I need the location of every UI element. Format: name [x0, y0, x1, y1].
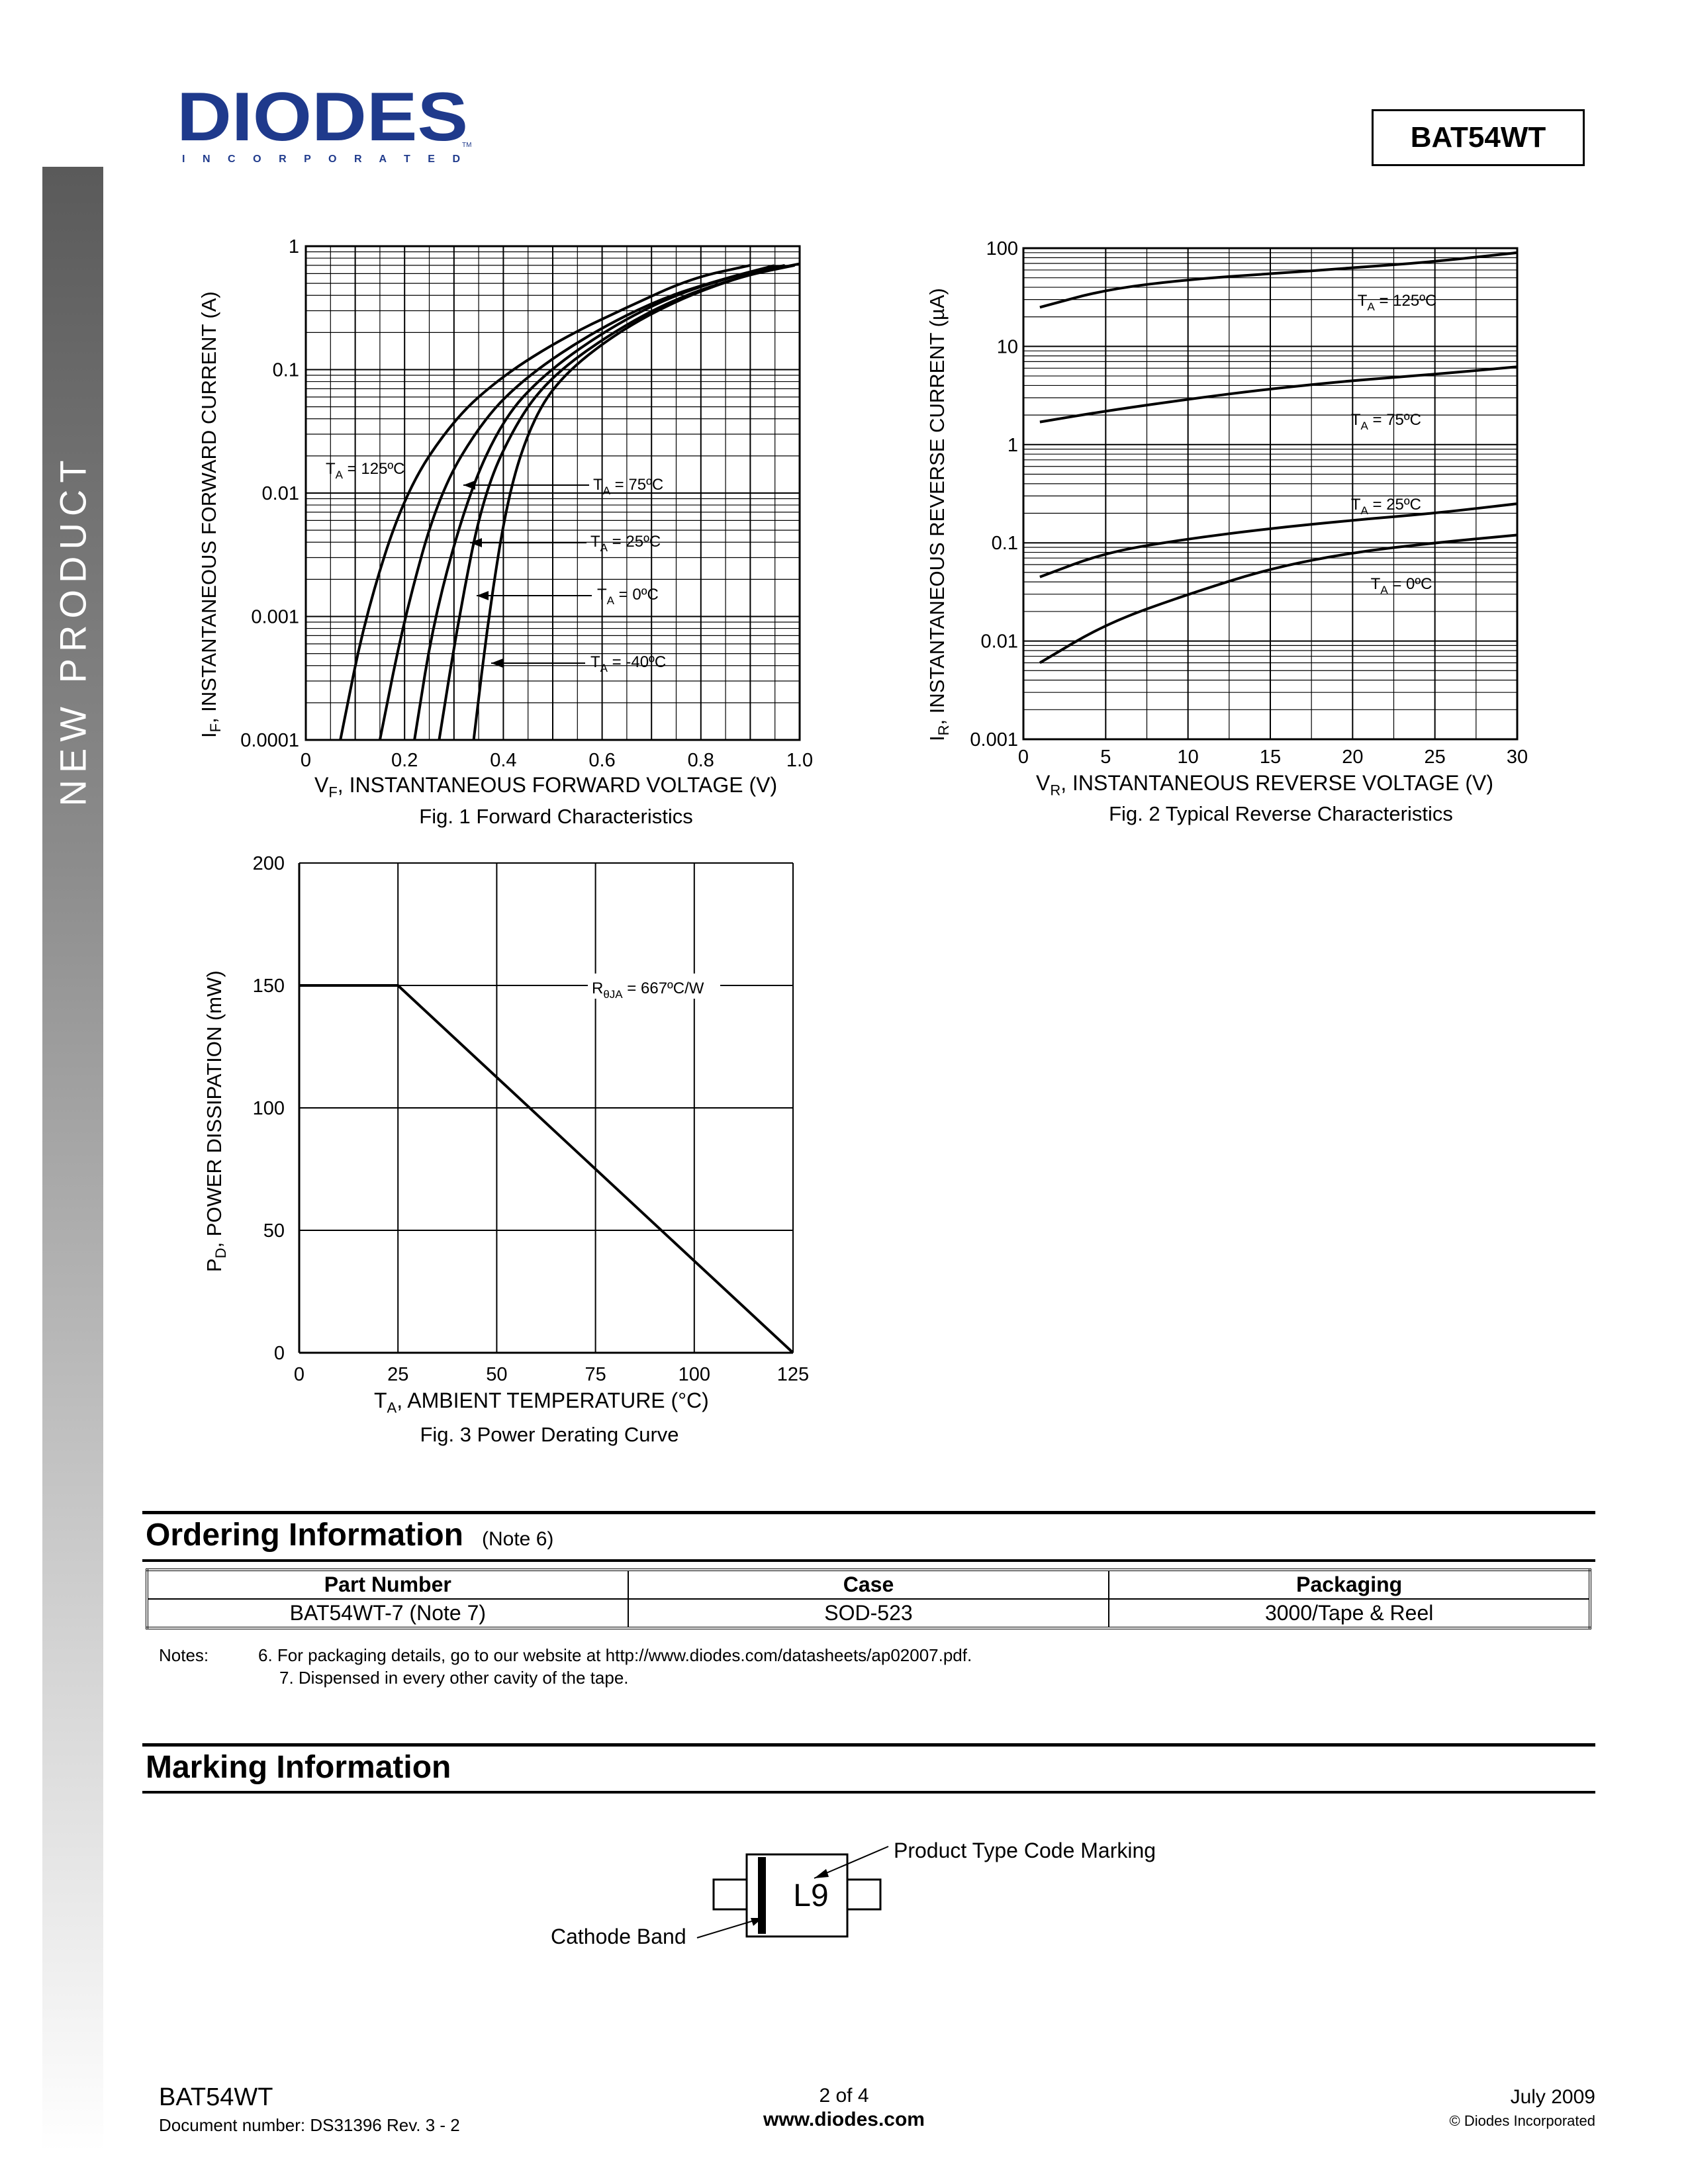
col-part-number: Part Number — [147, 1570, 628, 1599]
fig1-label-m40: $T_A$ = -40ºC — [590, 653, 667, 674]
fig2-label-3: $T_A$ = 0ºC — [1370, 575, 1432, 596]
fig1-title: Fig. 1 Forward Characteristics — [419, 805, 693, 828]
cell-part-number: BAT54WT-7 (Note 7) — [147, 1599, 628, 1628]
footer-website: www.diodes.com — [763, 2109, 925, 2130]
product-type-label: Product Type Code Marking — [894, 1839, 1156, 1862]
marking-code: L9 — [793, 1878, 829, 1913]
fig1-ylabel: $I_F$, INSTANTANEOUS FORWARD CURRENT (A) — [197, 291, 224, 738]
fig2-chart — [861, 0, 1688, 860]
fig2-ytick: 10 — [996, 336, 1018, 358]
logo-tm: TM — [462, 142, 472, 149]
fig1-chart — [0, 0, 861, 860]
fig2-label-2: $T_A$ = 25ºC — [1350, 496, 1422, 517]
fig2-xtick: 30 — [1506, 747, 1528, 768]
col-case: Case — [628, 1570, 1109, 1599]
fig2-series-2 — [1040, 504, 1517, 577]
fig3-ylabel: $P_D$, POWER DISSIPATION (mW) — [203, 970, 230, 1272]
fig1-label-0: $T_A$ = 0ºC — [597, 586, 659, 607]
fig3-ytick: 150 — [252, 976, 285, 997]
fig2-xtick: 10 — [1177, 747, 1199, 768]
fig3-title: Fig. 3 Power Derating Curve — [420, 1423, 679, 1446]
fig1-arrow-75-icon — [463, 480, 475, 490]
fig3-xtick: 0 — [293, 1364, 305, 1385]
fig2-ylabel: $I_R$, INSTANTANEOUS REVERSE CURRENT (µA) — [925, 288, 953, 741]
fig2-label-0: $T_A$ = 125ºC — [1357, 292, 1437, 313]
ordering-title: Ordering Information (Note 6) — [146, 1518, 554, 1553]
fig3-chart — [0, 834, 861, 1430]
ordering-table — [146, 1569, 1591, 1629]
fig3-xtick: 75 — [585, 1364, 606, 1385]
fig1-xlabel: $V_F$, INSTANTANEOUS FORWARD VOLTAGE (V) — [314, 773, 778, 801]
cathode-band — [758, 1857, 766, 1934]
fig1-ytick: 0.1 — [272, 359, 299, 381]
fig2-ytick: 0.001 — [970, 729, 1018, 751]
fig1-xtick: 0.4 — [490, 750, 517, 771]
fig1-xtick: 0 — [300, 750, 312, 771]
right-lead — [847, 1880, 880, 1909]
footer-page: 2 of 4 — [819, 2085, 869, 2107]
fig3-ytick: 50 — [263, 1220, 285, 1242]
fig1-label-125: $T_A$ = 125ºC — [326, 460, 405, 481]
fig3-ytick: 0 — [273, 1343, 285, 1364]
fig1-series-0 — [340, 265, 750, 740]
ordering-note-ref: (Note 6) — [482, 1528, 554, 1550]
fig1-ytick: 0.001 — [251, 606, 299, 628]
fig2-ytick: 0.01 — [980, 631, 1018, 653]
fig2-xtick: 25 — [1424, 747, 1446, 768]
fig2-xlabel: $V_R$, INSTANTANEOUS REVERSE VOLTAGE (V) — [1036, 771, 1493, 799]
notes-label: Notes: — [159, 1645, 209, 1665]
fig2-xtick: 20 — [1342, 747, 1364, 768]
fig2-title: Fig. 2 Typical Reverse Characteristics — [1109, 802, 1453, 825]
footer-doc-number: Document number: DS31396 Rev. 3 - 2 — [159, 2115, 460, 2135]
logo-subtext: I N C O R P O R A T E D — [182, 154, 461, 165]
fig1-xtick: 0.8 — [687, 750, 714, 771]
fig3-xlabel: $T_A$, AMBIENT TEMPERATURE (°C) — [374, 1388, 709, 1416]
fig2-xtick: 0 — [1017, 747, 1029, 768]
footer-copyright: © Diodes Incorporated — [1449, 2113, 1595, 2129]
fig3-xtick: 25 — [387, 1364, 409, 1385]
fig1-label-75: $T_A$ = 75ºC — [593, 476, 664, 497]
fig3-series — [299, 985, 793, 1353]
fig2-xtick: 5 — [1100, 747, 1111, 768]
fig3-xtick: 50 — [486, 1364, 508, 1385]
fig2-series-3 — [1040, 535, 1517, 662]
fig1-label-25: $T_A$ = 25ºC — [590, 533, 661, 554]
ordering-header-row — [147, 1570, 1590, 1599]
note-7: 7. Dispensed in every other cavity of the tape. — [279, 1668, 629, 1688]
logo-text: DIODES — [177, 86, 468, 156]
table-row — [147, 1599, 1590, 1628]
left-lead — [714, 1880, 747, 1909]
fig2-series-1 — [1040, 367, 1517, 422]
fig1-ytick: 0.01 — [261, 483, 299, 504]
ordering-rule-top — [142, 1511, 1595, 1514]
col-packaging: Packaging — [1109, 1570, 1590, 1599]
sidebar-label: NEW PRODUCT — [52, 453, 94, 807]
fig1-ytick: 0.0001 — [240, 730, 299, 751]
fig2-ytick: 0.1 — [991, 533, 1018, 555]
ordering-rule-bottom — [142, 1559, 1595, 1562]
fig3-xtick: 100 — [678, 1364, 710, 1385]
fig2-xtick: 15 — [1259, 747, 1282, 768]
cathode-band-label: Cathode Band — [551, 1925, 686, 1948]
footer-part: BAT54WT — [159, 2083, 273, 2111]
fig1-arrow-m40-icon — [491, 659, 503, 668]
cell-packaging: 3000/Tape & Reel — [1109, 1599, 1590, 1628]
fig1-ytick: 1 — [288, 236, 299, 257]
fig3-annotation: $R_{\theta JA}$ = 667ºC/W — [592, 979, 704, 1001]
marking-rule-top — [142, 1743, 1595, 1747]
note-6: 6. For packaging details, go to our website at http://www.diodes.com/datasheets/ap02007.pdf. — [258, 1645, 972, 1665]
fig2-ytick: 100 — [986, 238, 1018, 259]
fig2-ytick: 1 — [1007, 434, 1018, 456]
fig3-ytick: 200 — [252, 853, 285, 874]
fig2-label-1: $T_A$ = 75ºC — [1350, 411, 1422, 432]
fig1-xtick: 0.2 — [391, 750, 418, 771]
footer-date: July 2009 — [1510, 2086, 1595, 2108]
fig3-ytick: 100 — [252, 1098, 285, 1119]
fig2-series-0 — [1040, 253, 1517, 308]
fig3-xtick: 125 — [776, 1364, 810, 1385]
fig1-xtick: 0.6 — [588, 750, 616, 771]
cell-case: SOD-523 — [628, 1599, 1109, 1628]
part-number: BAT54WT — [1410, 121, 1546, 154]
marking-title: Marking Information — [146, 1750, 451, 1785]
fig1-xtick: 1.0 — [786, 750, 814, 771]
marking-rule-bottom — [142, 1791, 1595, 1794]
